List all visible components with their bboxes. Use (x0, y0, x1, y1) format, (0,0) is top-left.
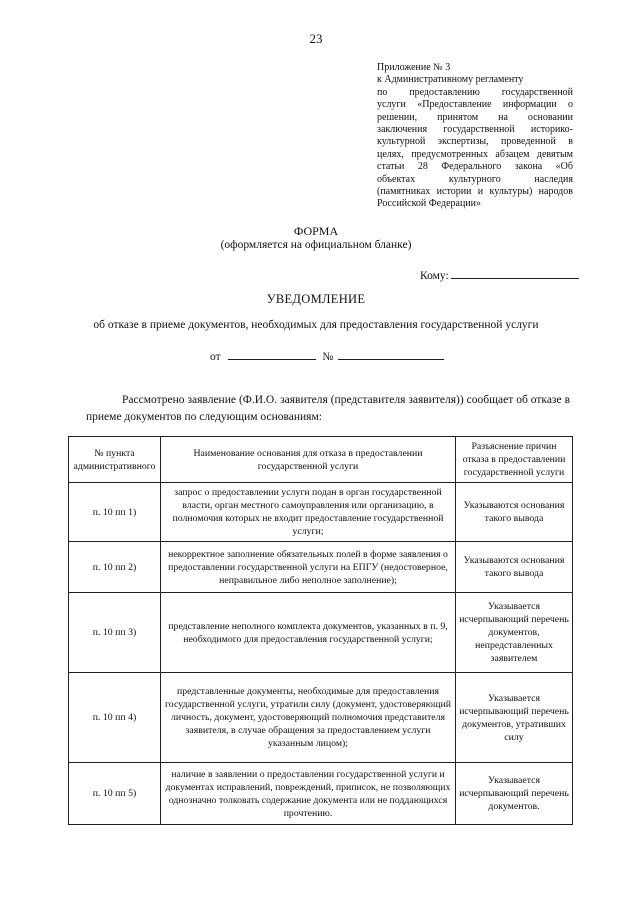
table-row (69, 673, 573, 763)
table-row (69, 483, 573, 542)
row-reason: запрос о предоставлении услуги подан в орган государственной власти, орган местного самоуправления или организацию, в полномочия которых не входит предоставление государственной услуги; (161, 483, 456, 542)
number-blank-line (338, 347, 444, 360)
row-explanation: Указывается исчерпывающий перечень документов. (456, 763, 573, 825)
row-item: п. 10 пп 1) (69, 483, 161, 542)
appendix-line: целях, предусмотренных абзацем девятым (377, 148, 573, 160)
date-blank-line (228, 347, 316, 360)
appendix-line: Приложение № 3 (377, 62, 451, 73)
date-label: от (210, 351, 221, 363)
table-header-row (69, 437, 573, 483)
row-explanation: Указываются основания такого вывода (456, 542, 573, 593)
appendix-line: заключения государственной историко- (377, 124, 573, 136)
appendix-line: Российской Федерации» (377, 198, 482, 210)
table-row (69, 542, 573, 593)
row-reason: некорректное заполнение обязательных полей в форме заявления о предоставлении государственной услуги на ЕПГУ (недостоверное, неправильное либо неполное заполнение); (161, 542, 456, 593)
row-reason: наличие в заявлении о предоставлении государственной услуги и документах исправлений, повреждений, приписок, не позволяющих однозначно толковать содержание документа или не поддающихся прочтению. (161, 763, 456, 825)
appendix-line: к Административному регламенту (377, 74, 524, 86)
recipient-blank-line (451, 266, 579, 279)
appendix-line: статьи 28 Федерального закона «Об (377, 161, 573, 173)
row-item: п. 10 пп 3) (69, 593, 161, 673)
header-item-number: № пункта административного (69, 437, 161, 483)
appendix-line: объектах культурного наследия (377, 173, 573, 185)
header-explanation: Разъяснение причин отказа в предоставлении государственной услуги (456, 437, 573, 483)
appendix-line: решении, принятом на основании (377, 111, 573, 123)
date-number-row (210, 347, 444, 363)
page-number: 23 (309, 31, 323, 46)
row-item: п. 10 пп 5) (69, 763, 161, 825)
notice-subtitle: об отказе в приеме документов, необходимых для предоставления государственной услуги (93, 319, 539, 331)
row-reason: представление неполного комплекта документов, указанных в п. 9, необходимого для предоставления государственной услуги; (161, 593, 456, 673)
recipient-label: Кому: (420, 270, 449, 282)
refusal-grounds-table (68, 436, 573, 825)
notice-title: УВЕДОМЛЕНИЕ (266, 292, 366, 306)
appendix-line: услуги «Предоставление информации о (377, 99, 573, 111)
form-title: ФОРМА (293, 224, 339, 238)
appendix-line: по предоставлению государственной (377, 86, 573, 98)
appendix-line: (памятниках истории и культуры) народов (377, 186, 573, 198)
appendix-block (377, 62, 573, 211)
row-reason: представленные документы, необходимые для предоставления государственной услуги, утратили силу (документ, удостоверяющий личность, документ, удостоверяющий полномочия представителя заявителя, в случае обращения за предоставлением услуги указанным лицом); (161, 673, 456, 763)
form-subtitle: (оформляется на официальном бланке) (220, 239, 412, 251)
table-row (69, 593, 573, 673)
table-row (69, 763, 573, 825)
row-explanation: Указываются основания такого вывода (456, 483, 573, 542)
intro-paragraph: Рассмотрено заявление (Ф.И.О. заявителя (представителя заявителя)) сообщает об отказе в приеме документов по следующим основаниям: (86, 394, 570, 423)
row-explanation: Указывается исчерпывающий перечень документов, непредставленных заявителем (456, 593, 573, 673)
number-label: № (322, 351, 334, 363)
appendix-line: культурной экспертизы, проведенной в (377, 136, 573, 148)
row-explanation: Указывается исчерпывающий перечень документов, утративших силу (456, 673, 573, 763)
header-reason: Наименование основания для отказа в предоставлении государственной услуги (161, 437, 456, 483)
recipient-field (420, 266, 579, 282)
row-item: п. 10 пп 4) (69, 673, 161, 763)
row-item: п. 10 пп 2) (69, 542, 161, 593)
